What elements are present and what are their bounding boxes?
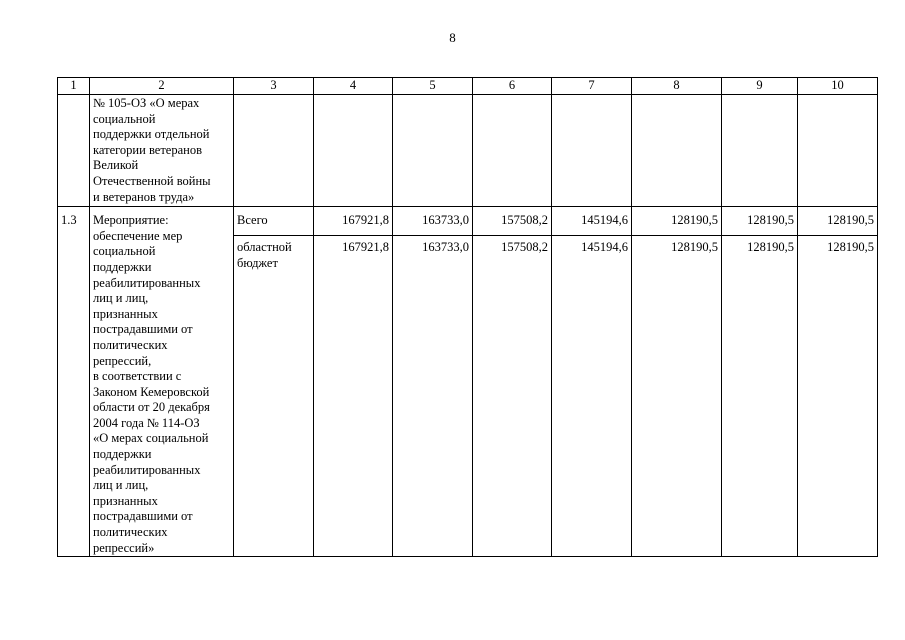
value-cell: 167921,8 <box>314 236 393 557</box>
funding-source: Всего <box>234 207 314 236</box>
header-cell: 6 <box>473 78 552 95</box>
empty-cell <box>58 95 90 207</box>
value-cell: 128190,5 <box>632 236 722 557</box>
page-number: 8 <box>449 30 456 45</box>
header-cell: 7 <box>552 78 632 95</box>
value-cell: 157508,2 <box>473 236 552 557</box>
header-cell: 9 <box>722 78 798 95</box>
header-cell: 1 <box>58 78 90 95</box>
value-cell: 157508,2 <box>473 207 552 236</box>
header-cell: 8 <box>632 78 722 95</box>
value-cell: 163733,0 <box>393 207 473 236</box>
value-cell: 128190,5 <box>798 207 878 236</box>
header-cell: 2 <box>90 78 234 95</box>
value-cell: 128190,5 <box>722 236 798 557</box>
item-description: Мероприятие: обеспечение мер социальной поддержки реабилитированных лиц и лиц, признанных пострадавшими от политических репрессий, в соответствии с Законом Кемеровской области от 20 декабря 2004 года № 114-ОЗ «О мерах социальной поддержки реабилитированных лиц и лиц, признанных пострадавшими от политических репрессий» <box>90 207 234 557</box>
continuation-row <box>58 95 878 207</box>
table-row <box>58 207 878 236</box>
header-cell: 4 <box>314 78 393 95</box>
budget-table <box>57 77 878 557</box>
value-cell: 167921,8 <box>314 207 393 236</box>
item-number: 1.3 <box>58 207 90 557</box>
value-cell: 128190,5 <box>722 207 798 236</box>
value-cell: 128190,5 <box>632 207 722 236</box>
empty-cell <box>473 95 552 207</box>
empty-cell <box>798 95 878 207</box>
empty-cell <box>632 95 722 207</box>
value-cell: 145194,6 <box>552 207 632 236</box>
empty-cell <box>393 95 473 207</box>
value-cell: 128190,5 <box>798 236 878 557</box>
header-cell: 5 <box>393 78 473 95</box>
empty-cell <box>552 95 632 207</box>
funding-source: областной бюджет <box>234 236 314 557</box>
empty-cell <box>722 95 798 207</box>
value-cell: 163733,0 <box>393 236 473 557</box>
header-cell: 3 <box>234 78 314 95</box>
empty-cell <box>234 95 314 207</box>
value-cell: 145194,6 <box>552 236 632 557</box>
continuation-description: № 105-ОЗ «О мерах социальной поддержки отдельной категории ветеранов Великой Отечественной войны и ветеранов труда» <box>90 95 234 207</box>
header-row <box>58 78 878 95</box>
header-cell: 10 <box>798 78 878 95</box>
empty-cell <box>314 95 393 207</box>
